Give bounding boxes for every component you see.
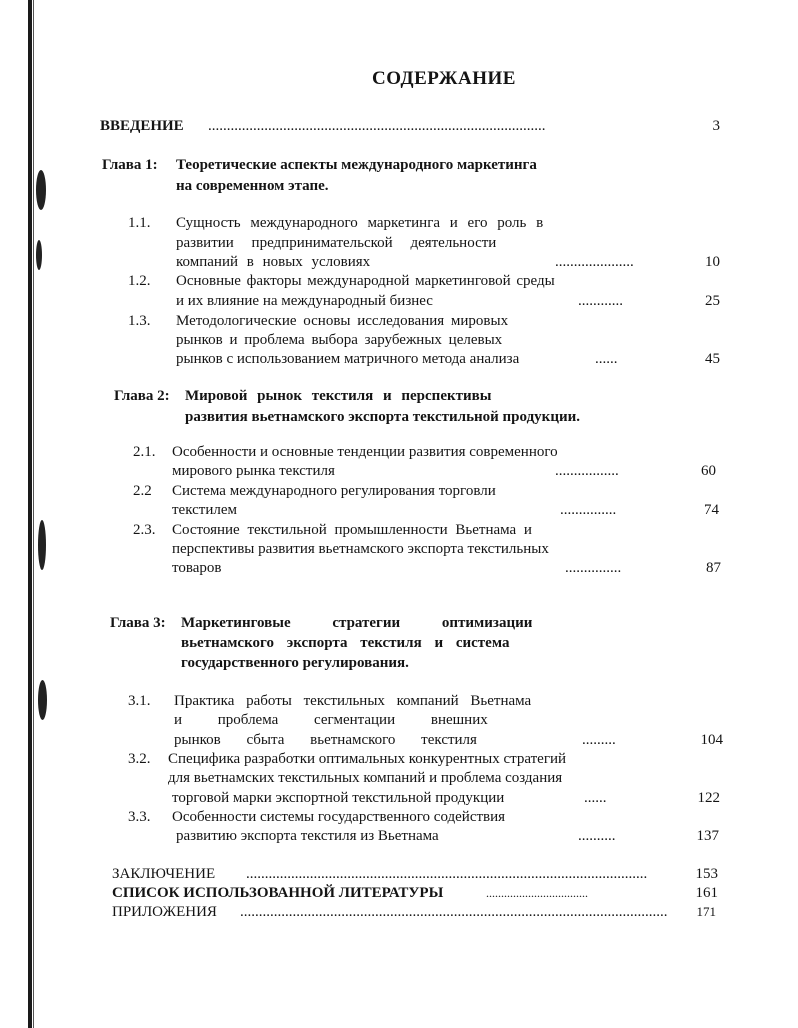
section-title-line[interactable]: развитию экспорта текстиля из Вьетнама	[176, 828, 439, 844]
section-page: 45	[705, 351, 720, 367]
page-title: СОДЕРЖАНИЕ	[372, 68, 516, 89]
chapter-1-title-line[interactable]: Теоретические аспекты международного маркетинга	[176, 157, 537, 173]
conclusion-label[interactable]: ЗАКЛЮЧЕНИЕ	[112, 866, 216, 882]
section-title-line[interactable]: перспективы развития вьетнамского экспорта текстильных	[172, 541, 549, 557]
chapter-3-title-line[interactable]: государственного регулирования.	[181, 655, 409, 671]
section-page: 104	[700, 732, 723, 748]
leader-dots: ...........................................................................................................	[246, 866, 648, 882]
section-page: 87	[706, 560, 721, 576]
intro-label[interactable]: ВВЕДЕНИЕ	[100, 118, 184, 134]
chapter-2-title-line[interactable]: Мировой рынок текстиля и перспективы	[185, 388, 492, 404]
section-title-line[interactable]: текстилем	[172, 502, 238, 518]
chapter-3-label: Глава 3:	[110, 615, 166, 631]
leader-dots: .....................	[555, 254, 634, 270]
scan-smudge	[38, 680, 47, 720]
section-title-line[interactable]: Состояние текстильной промышленности Вьетнама и	[172, 522, 532, 538]
leader-dots: ..........	[578, 828, 616, 844]
section-number: 3.2.	[128, 751, 151, 767]
leader-dots: ...............	[560, 502, 617, 518]
leader-dots: .................	[555, 463, 619, 479]
section-page: 25	[705, 293, 720, 309]
section-page: 137	[696, 828, 719, 844]
leader-dots: .........	[582, 732, 616, 748]
references-label[interactable]: СПИСОК ИСПОЛЬЗОВАННОЙ ЛИТЕРАТУРЫ	[112, 885, 444, 901]
section-page: 122	[697, 790, 720, 806]
section-number: 1.1.	[128, 215, 151, 231]
section-title-line[interactable]: Особенности и основные тенденции развития современного	[172, 444, 558, 460]
section-title-line[interactable]: Система международного регулирования торговли	[172, 483, 496, 499]
section-title-line[interactable]: компаний в новых условиях	[176, 254, 371, 270]
leader-dots: ..........................................................................................	[208, 118, 546, 134]
scan-left-edge-inner	[33, 0, 34, 1028]
section-title-line[interactable]: и их влияние на международный бизнес	[176, 293, 433, 309]
section-title-line[interactable]: и проблема сегментации внешних	[174, 712, 488, 728]
chapter-2-title-line[interactable]: развития вьетнамского экспорта текстильной продукции.	[185, 409, 581, 425]
chapter-1-title-line[interactable]: на современном этапе.	[176, 178, 329, 194]
chapter-2-label: Глава 2:	[114, 388, 170, 404]
scan-left-edge	[28, 0, 32, 1028]
leader-dots: ......	[584, 790, 607, 806]
conclusion-page: 153	[695, 866, 718, 882]
section-title-line[interactable]: Практика работы текстильных компаний Вьетнама	[174, 693, 532, 709]
chapter-1-label: Глава 1:	[102, 157, 158, 173]
references-page: 161	[695, 885, 718, 901]
section-title-line[interactable]: рынков с использованием матричного метода анализа	[176, 351, 520, 367]
section-title-line[interactable]: для вьетнамских текстильных компаний и проблема создания	[168, 770, 563, 786]
section-page: 10	[705, 254, 720, 270]
section-title-line[interactable]: Сущность международного маркетинга и его роль в	[176, 215, 544, 231]
section-title-line[interactable]: развитии предпринимательской деятельности	[176, 235, 497, 251]
appendix-page: 171	[696, 904, 716, 919]
section-number: 2.2	[133, 483, 152, 499]
chapter-3-title-line[interactable]: вьетнамского экспорта текстиля и система	[181, 635, 510, 651]
section-number: 2.3.	[133, 522, 156, 538]
appendix-label[interactable]: ПРИЛОЖЕНИЯ	[112, 904, 217, 920]
section-number: 1.2.	[128, 273, 151, 289]
section-title-line[interactable]: торговой марки экспортной текстильной продукции	[172, 790, 505, 806]
section-number: 1.3.	[128, 313, 151, 329]
scan-smudge	[36, 170, 46, 210]
section-title-line[interactable]: мирового рынка текстиля	[172, 463, 335, 479]
leader-dots: ...............	[565, 560, 622, 576]
leader-dots: ............	[578, 293, 623, 309]
scan-smudge	[38, 520, 46, 570]
leader-dots: ......	[595, 351, 618, 367]
section-title-line[interactable]: Основные факторы международной маркетинговой среды	[176, 273, 555, 289]
section-title-line[interactable]: рынков сбыта вьетнамского текстиля	[174, 732, 477, 748]
scan-smudge	[36, 240, 42, 270]
section-title-line[interactable]: товаров	[172, 560, 222, 576]
leader-dots: ..................................	[486, 886, 588, 900]
section-title-line[interactable]: рынков и проблема выбора зарубежных целевых	[176, 332, 503, 348]
leader-dots: ..................................................................................................................	[240, 904, 668, 920]
chapter-3-title-line[interactable]: Маркетинговые стратегии оптимизации	[181, 615, 533, 631]
section-number: 3.3.	[128, 809, 151, 825]
section-title-line[interactable]: Специфика разработки оптимальных конкурентных стратегий	[168, 751, 567, 767]
section-title-line[interactable]: Методологические основы исследования мировых	[176, 313, 509, 329]
section-page: 60	[701, 463, 716, 479]
section-number: 3.1.	[128, 693, 151, 709]
section-page: 74	[704, 502, 719, 518]
section-number: 2.1.	[133, 444, 156, 460]
section-title-line[interactable]: Особенности системы государственного содействия	[172, 809, 506, 825]
intro-page: 3	[712, 118, 720, 134]
